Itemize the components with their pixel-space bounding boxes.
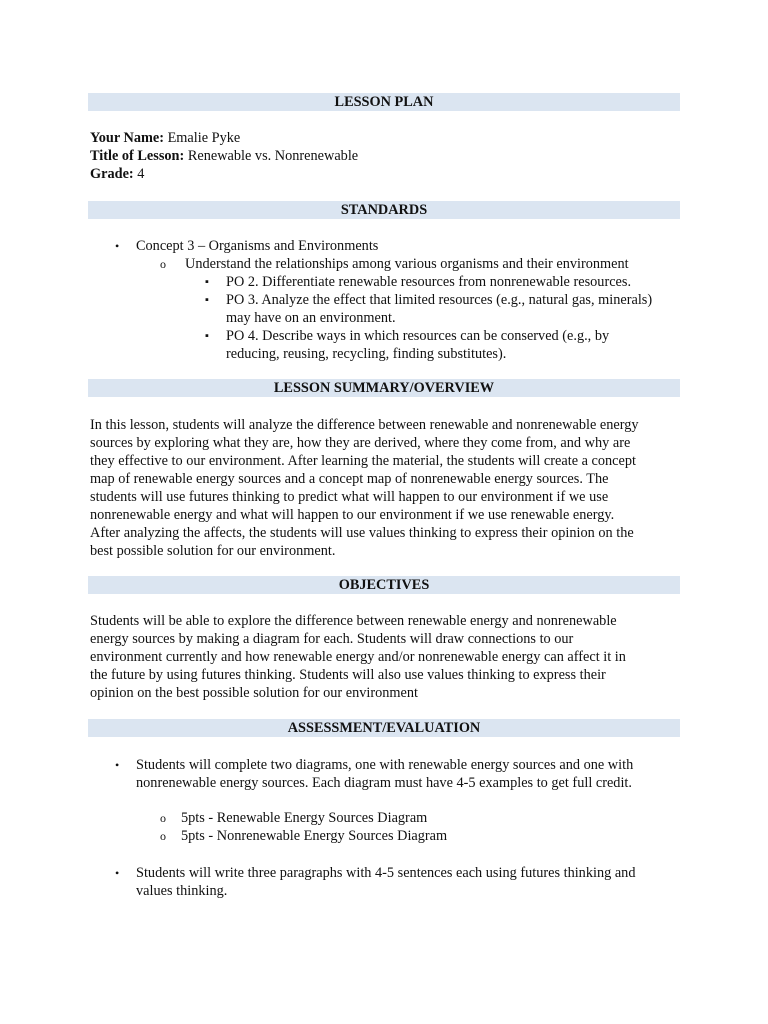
objectives-line: Students will be able to explore the difference between renewable energy and nonrenewable <box>90 613 617 629</box>
summary-line: After analyzing the affects, the students will use values thinking to express their opinion on the <box>90 525 634 541</box>
name-value: Emalie Pyke <box>167 130 241 146</box>
assessment-sub2: 5pts - Nonrenewable Energy Sources Diagram <box>181 828 448 844</box>
summary-line: nonrenewable energy and what will happen to our environment if we use renewable energy. <box>90 507 615 523</box>
standard-po4-line1: PO 4. Describe ways in which resources can be conserved (e.g., by <box>226 328 610 344</box>
lesson-plan-heading: LESSON PLAN <box>88 93 680 111</box>
standard-concept: Concept 3 – Organisms and Environments <box>136 238 379 254</box>
bullet-disc-icon: • <box>115 758 120 772</box>
bullet-square-icon: ▪ <box>205 330 209 342</box>
grade-value: 4 <box>137 166 145 182</box>
summary-line: sources by exploring what they are, how they are derived, where they come from, and why are <box>90 435 631 451</box>
summary-line: students will use futures thinking to predict what will happen to our environment if we use <box>90 489 609 505</box>
bullet-disc-icon: • <box>115 866 120 880</box>
title-value: Renewable vs. Nonrenewable <box>187 148 359 164</box>
summary-line: map of renewable energy sources and a concept map of nonrenewable energy sources. The <box>90 471 609 487</box>
assessment-item2-line2: values thinking. <box>136 883 228 899</box>
assessment-item1-line1: Students will complete two diagrams, one with renewable energy sources and one with <box>136 757 634 773</box>
summary-line: In this lesson, students will analyze the difference between renewable and nonrenewable energy <box>90 417 639 433</box>
bullet-square-icon: ▪ <box>205 276 209 288</box>
bullet-circle-icon: o <box>160 829 166 843</box>
objectives-paragraph <box>90 612 680 702</box>
standard-po4-line2: reducing, reusing, recycling, finding substitutes). <box>226 346 507 362</box>
bullet-square-icon: ▪ <box>205 294 209 306</box>
assessment-item2-line1: Students will write three paragraphs with 4-5 sentences each using futures thinking and <box>136 865 636 881</box>
standard-po2: PO 2. Differentiate renewable resources from nonrenewable resources. <box>226 274 632 290</box>
objectives-line: energy sources by making a diagram for each. Students will draw connections to our <box>90 631 574 647</box>
assessment-item1-line2: nonrenewable energy sources. Each diagram must have 4-5 examples to get full credit. <box>136 775 632 791</box>
standard-po3-line2: may have on an environment. <box>226 310 396 326</box>
objectives-line: environment currently and how renewable energy and/or nonrenewable energy can affect it in <box>90 649 626 665</box>
name-label: Your Name: <box>90 130 164 146</box>
bullet-circle-icon: o <box>160 257 166 271</box>
standard-sub: Understand the relationships among various organisms and their environment <box>185 256 629 272</box>
title-row <box>90 147 358 165</box>
summary-line: best possible solution for our environment. <box>90 543 336 559</box>
grade-row <box>90 165 144 183</box>
objectives-line: opinion on the best possible solution for our environment <box>90 685 418 701</box>
standards-heading: STANDARDS <box>88 201 680 219</box>
summary-paragraph <box>90 416 680 560</box>
standard-po3-line1: PO 3. Analyze the effect that limited resources (e.g., natural gas, minerals) <box>226 292 653 308</box>
objectives-line: the future by using futures thinking. Students will also use values thinking to express their <box>90 667 606 683</box>
grade-label: Grade: <box>90 166 134 182</box>
name-row <box>90 129 240 147</box>
title-label: Title of Lesson: <box>90 148 185 164</box>
bullet-disc-icon: • <box>115 239 120 253</box>
bullet-circle-icon: o <box>160 811 166 825</box>
summary-heading: LESSON SUMMARY/OVERVIEW <box>88 379 680 397</box>
summary-line: they effective to our environment. After learning the material, the students will create a concept <box>90 453 636 469</box>
objectives-heading: OBJECTIVES <box>88 576 680 594</box>
assessment-sub1: 5pts - Renewable Energy Sources Diagram <box>181 810 428 826</box>
assessment-heading: ASSESSMENT/EVALUATION <box>88 719 680 737</box>
